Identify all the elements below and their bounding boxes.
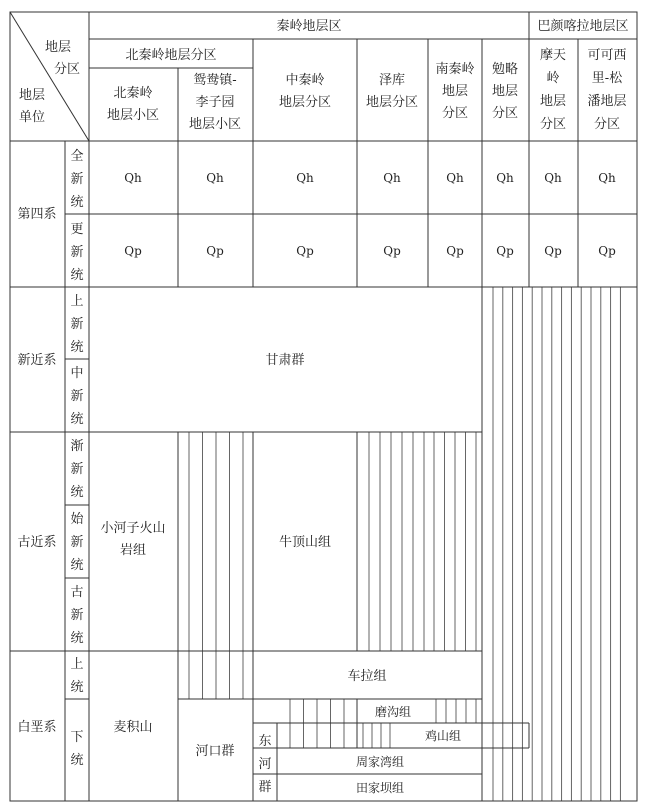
qh-mianlue: Qh <box>496 171 514 185</box>
xiaohezi-formation-line1: 小河子火山 <box>100 521 166 536</box>
hatch-mogou-right <box>436 699 476 723</box>
series-upper-cretaceous-1: 上 <box>70 657 84 672</box>
donghe-group-1: 东 <box>258 734 272 749</box>
zeku-line2: 地层分区 <box>365 95 419 110</box>
hatch-zeku-paleogene <box>369 432 424 651</box>
series-pleistocene-3: 统 <box>70 268 84 283</box>
corner-zone-label-2: 分区 <box>53 62 81 77</box>
donghe-group-2: 河 <box>258 757 272 772</box>
mogou-formation: 磨沟组 <box>374 705 412 719</box>
tianjiaba-formation: 田家坝组 <box>355 781 405 795</box>
beiqinling-xiaoqu-line1: 北秦岭 <box>113 86 153 101</box>
zhongqinling-line2: 地层分区 <box>278 95 332 110</box>
xiaohezi-formation-line2: 岩组 <box>119 543 147 558</box>
series-miocene-1: 中 <box>70 366 84 381</box>
series-miocene-2: 新 <box>70 389 84 404</box>
series-holocene-3: 统 <box>70 195 84 210</box>
motianling-line4: 分区 <box>539 117 567 132</box>
nanqinling-line3: 分区 <box>441 106 469 121</box>
series-paleocene-1: 古 <box>70 585 84 600</box>
beiqinling-subregion-header: 北秦岭地层分区 <box>125 48 217 63</box>
hekou-group: 河口群 <box>195 744 235 759</box>
system-neogene: 新近系 <box>17 353 57 368</box>
motianling-line3: 地层 <box>539 94 567 109</box>
series-oligocene-3: 统 <box>70 485 84 500</box>
series-miocene-3: 统 <box>70 412 84 427</box>
system-quaternary: 第四系 <box>17 207 57 222</box>
qinling-region-header: 秦岭地层区 <box>276 19 342 34</box>
qh-beiqinling: Qh <box>124 171 142 185</box>
series-oligocene-2: 新 <box>70 462 84 477</box>
qp-yuanyang: Qp <box>206 244 224 258</box>
hatch-east-columns <box>493 287 620 801</box>
nanqinling-line2: 地层 <box>441 84 469 99</box>
qh-zhongqinling: Qh <box>296 171 314 185</box>
chela-formation: 车拉组 <box>347 669 387 684</box>
yuanyang-line3: 地层小区 <box>188 117 242 132</box>
qp-motianling: Qp <box>544 244 562 258</box>
hatch-layer <box>189 287 620 801</box>
qh-zeku: Qh <box>383 171 401 185</box>
qp-zhongqinling: Qp <box>296 244 314 258</box>
system-paleogene: 古近系 <box>17 535 57 550</box>
series-pliocene-2: 新 <box>70 317 84 332</box>
series-holocene-2: 新 <box>70 172 84 187</box>
nanqinling-line1: 南秦岭 <box>435 62 475 77</box>
niudingshan-formation: 牛顶山组 <box>278 535 332 550</box>
motianling-line2: 岭 <box>546 71 560 86</box>
qp-zeku: Qp <box>383 244 401 258</box>
series-labels <box>70 149 84 768</box>
mianlue-line1: 勉略 <box>491 62 519 77</box>
corner-unit-label-2: 单位 <box>18 110 46 125</box>
jishan-formation: 鸡山组 <box>424 729 462 743</box>
series-eocene-2: 新 <box>70 535 84 550</box>
series-pliocene-3: 统 <box>70 340 84 355</box>
zhongqinling-line1: 中秦岭 <box>285 73 325 88</box>
qh-yuanyang: Qh <box>206 171 224 185</box>
yuanyang-line2: 李子园 <box>195 95 235 110</box>
series-holocene-1: 全 <box>70 149 84 164</box>
kekexili-line2: 里-松 <box>591 71 623 86</box>
yuanyang-line1: 鸳鸯镇- <box>193 73 237 88</box>
hatch-nanqinling-paleogene <box>434 432 476 651</box>
series-upper-cretaceous-2: 统 <box>70 680 84 695</box>
series-pleistocene-1: 更 <box>70 222 84 237</box>
mianlue-line3: 分区 <box>491 106 519 121</box>
qp-mianlue: Qp <box>496 244 514 258</box>
donghe-group-3: 群 <box>258 780 272 795</box>
series-pliocene-1: 上 <box>70 294 84 309</box>
beiqinling-xiaoqu-line2: 地层小区 <box>106 108 160 123</box>
qp-nanqinling: Qp <box>446 244 464 258</box>
kekexili-line3: 潘地层 <box>587 94 627 109</box>
series-eocene-3: 统 <box>70 558 84 573</box>
series-eocene-1: 始 <box>70 512 84 527</box>
hatch-yuanyang-paleogene <box>189 432 243 699</box>
zhoujiawan-formation: 周家湾组 <box>355 755 405 769</box>
kekexili-line4: 分区 <box>593 117 621 132</box>
header-texts <box>19 18 629 132</box>
system-labels <box>17 207 56 735</box>
gansu-group: 甘肃群 <box>265 353 305 368</box>
series-pleistocene-2: 新 <box>70 245 84 260</box>
motianling-line1: 摩天 <box>539 48 567 63</box>
system-cretaceous: 白垩系 <box>17 720 57 735</box>
series-lower-cretaceous-2: 统 <box>70 753 84 768</box>
series-oligocene-1: 渐 <box>70 439 84 454</box>
qh-nanqinling: Qh <box>446 171 464 185</box>
corner-unit-label: 地层 <box>18 88 46 103</box>
qp-beiqinling: Qp <box>124 244 142 258</box>
series-lower-cretaceous-1: 下 <box>70 730 84 745</box>
formation-cells <box>100 352 461 795</box>
mianlue-line2: 地层 <box>491 84 519 99</box>
series-paleocene-2: 新 <box>70 608 84 623</box>
maijishan-formation: 麦积山 <box>113 720 153 735</box>
kekexili-line1: 可可西 <box>587 48 627 63</box>
qh-motianling: Qh <box>544 171 562 185</box>
corner-zone-label: 地层 <box>44 40 72 55</box>
qh-kekexili: Qh <box>598 171 616 185</box>
qp-kekexili: Qp <box>598 244 616 258</box>
series-paleocene-3: 统 <box>70 631 84 646</box>
zeku-line1: 泽库 <box>378 73 406 88</box>
hatch-jishan-left <box>363 723 390 748</box>
bayan-region-header: 巴颜喀拉地层区 <box>537 19 629 34</box>
